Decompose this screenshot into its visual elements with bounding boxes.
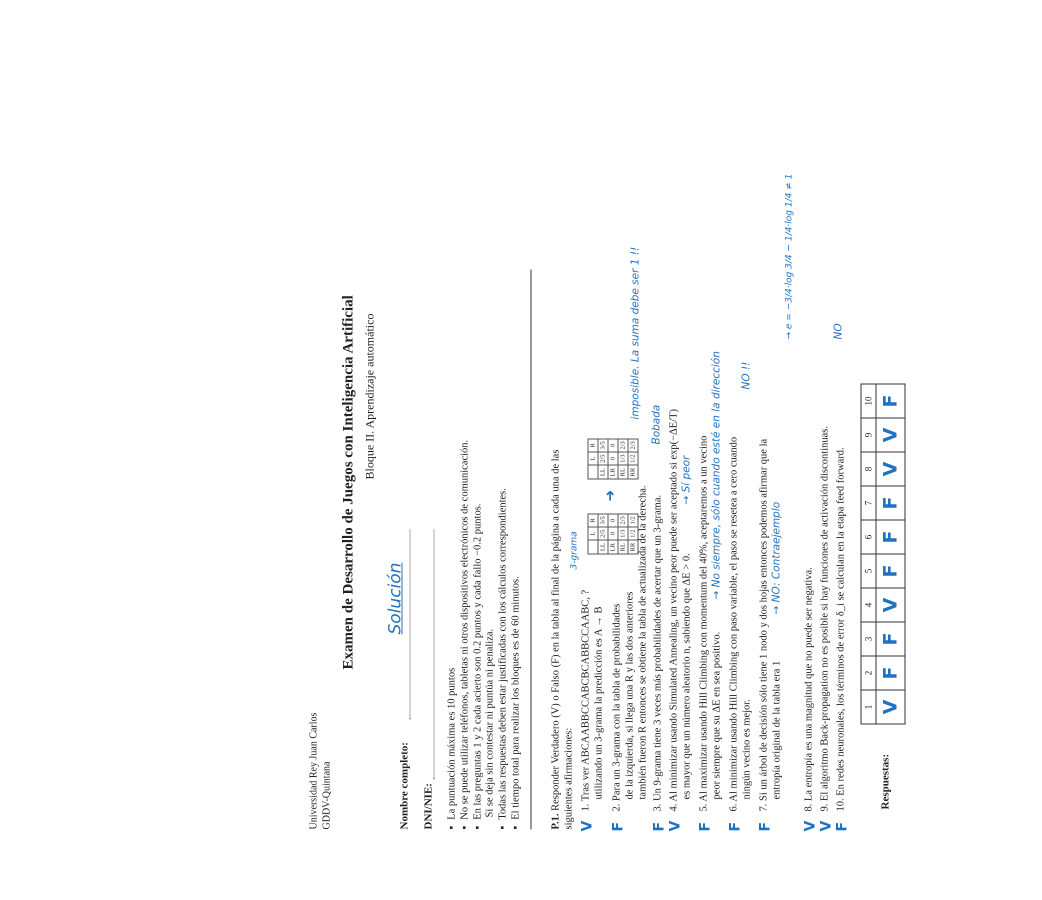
rule-item: ▪ El tiempo total para realizar los bloques es de 60 minutos. (510, 576, 523, 829)
rule-item: ▪ La puntuación máxima es 10 puntos (446, 668, 459, 830)
q7-mark: F (757, 821, 774, 832)
q1-mark: V (579, 820, 596, 832)
name-value: Solución (385, 562, 406, 635)
prob-table-left: L R LL 2/5 3/5 LR 0 0 RL 1/3 2/3 RR 1/2 1/2 (588, 513, 639, 554)
q2-text-3: también fueron R entonces se obtiene la tabla de actualizada de la derecha. (637, 485, 649, 800)
p1-label: P.1. (550, 813, 562, 830)
q7-text: 7. Si un árbol de decisión sólo tiene 1 nodo y dos hojas entonces podemos afirmar que la (758, 438, 770, 812)
q9-text: 9. El algoritmo Back-propagation no es posible si hay funciones de activación discontinuas. (819, 426, 831, 812)
answer-number: 7 (861, 486, 876, 520)
q2-mark: F (610, 821, 627, 832)
answer-number: 5 (861, 554, 876, 588)
exam-title: Examen de Desarrollo de Juegos con Inteligencia Artificial (340, 295, 357, 670)
divider (531, 270, 532, 830)
answer-cell[interactable]: V (876, 418, 905, 452)
q4-note: → Sí peor (680, 455, 693, 505)
answer-cell[interactable]: F (876, 622, 905, 656)
university-name: Universidad Rey Juan Carlos (308, 712, 320, 830)
q10-note: NO (832, 323, 845, 340)
rule-item: Si se deja sin contestar ni puntúa ni penaliza. (484, 628, 496, 818)
q6-note: NO !! (740, 361, 753, 390)
answer-number: 9 (861, 418, 876, 452)
q1-text: 1. Tras ver ABCAABBCCABCBCABBCCAABC, ? (580, 589, 592, 812)
q6-mark: F (727, 821, 744, 832)
exam-subtitle: Bloque II. Aprendizaje automático (362, 313, 377, 480)
answer-number: 3 (861, 622, 876, 656)
q7-note: → NO: Contraejemplo (770, 501, 783, 615)
answer-cell[interactable]: V (876, 588, 905, 622)
q6-text: 6. Al minimizar usando Hill Climbing con paso variable, el paso se resetea a cero cuando (728, 436, 740, 812)
q4-text: 4. Al minimizar usando Simulated Annealing, un vecino peor puede ser aceptado si exp(−ΔE/T) (668, 408, 680, 812)
answer-number: 4 (861, 588, 876, 622)
answers-section (784, 0, 1042, 900)
answer-cell[interactable]: F (876, 486, 905, 520)
q9-mark: V (818, 820, 835, 832)
q7-formula: → e = −3/4·log 3/4 − 1/4·log 1/4 ≠ 1 (784, 173, 795, 340)
q10-text: 10. En redes neuronales, los términos de error δ_i se calculan en la etapa feed forward. (835, 447, 847, 812)
q4-mark: V (667, 820, 684, 832)
q8-mark: V (802, 820, 819, 832)
answer-cell[interactable]: V (876, 452, 905, 486)
q5-note: → No siempre, sólo cuando esté en la dirección (710, 351, 723, 600)
q7-text-2: entropía original de la tabla era 1 (771, 660, 783, 800)
q3-mark: F (651, 821, 668, 832)
answers-table (861, 384, 906, 725)
q3-note: Bobada (650, 404, 663, 445)
q1-note: 3-grama (569, 531, 580, 570)
q10-mark: F (834, 821, 851, 832)
degree-name: GDDV-Quintana (321, 761, 333, 830)
rule-item: ▪ Todas las respuestas deben estar justificadas con los cálculos correspondientes. (497, 488, 510, 829)
q2-note: imposible. La suma debe ser 1 !! (629, 246, 642, 420)
name-label: Nombre completo: (398, 742, 411, 830)
questions-section (548, 0, 795, 900)
p1-intro-2: siguientes afirmaciones: (563, 727, 575, 830)
answer-number: 6 (861, 520, 876, 554)
answers-label: Respuestas: (879, 753, 892, 810)
prob-table-right: L R LL 2/5 3/5 LR 0 0 RL 1/3 2/3 RR 1/2 2/3 (588, 438, 639, 479)
arrow-icon: ➜ (603, 489, 619, 502)
q5-text-2: peor siempre que su ΔE en sea positivo. (711, 631, 723, 800)
p1-intro: Responder Verdadero (V) o Falso (F) en la tabla al final de la página a cada una de las (550, 449, 562, 811)
q2-text-2: de la izquierda, si llega una R y las dos anteriores (624, 591, 636, 800)
id-label: DNI/NIE: (422, 783, 435, 830)
answer-number: 1 (861, 690, 876, 724)
q1-text-2: utilizando un 3-grama la predicción es A → B (593, 606, 605, 800)
q6-text-2: ningún vecino es mejor. (741, 699, 753, 800)
answer-cell[interactable]: F (876, 554, 905, 588)
answer-cell[interactable]: V (876, 690, 905, 724)
q8-text: 8. La entropía es una magnitud que no puede ser negativa. (803, 567, 815, 812)
answer-cell[interactable]: F (876, 520, 905, 554)
q2-text: 2. Para un 3-grama con la tabla de probabilidades (611, 603, 623, 812)
exam-page (301, 0, 548, 900)
answer-cell[interactable]: F (876, 384, 905, 418)
q4-text-2: es mayor que un número aleatorio n, sabiendo que ΔE > 0. (681, 553, 693, 800)
answer-number: 10 (861, 384, 876, 418)
answer-number: 2 (861, 656, 876, 690)
rule-item: ▪ No se puede utilizar teléfonos, tabletas ni otros dispositivos electrónicos de comunicación. (459, 440, 472, 830)
answer-cell[interactable]: F (876, 656, 905, 690)
q5-mark: F (697, 821, 714, 832)
q3-text: 3. Un 9-grama tiene 3 veces más probabilidades de acertar que un 3-grama. (652, 494, 664, 812)
id-field[interactable] (423, 530, 435, 780)
q5-text: 5. Al maximizar usando Hill Climbing con momentum del 40%, aceptaremos a un vecino (698, 435, 710, 812)
answer-number: 8 (861, 452, 876, 486)
rule-item: ▪ En las preguntas 1 y 2 cada acierto son 0.2 puntos y cada fallo −0.2 puntos. (472, 504, 485, 830)
